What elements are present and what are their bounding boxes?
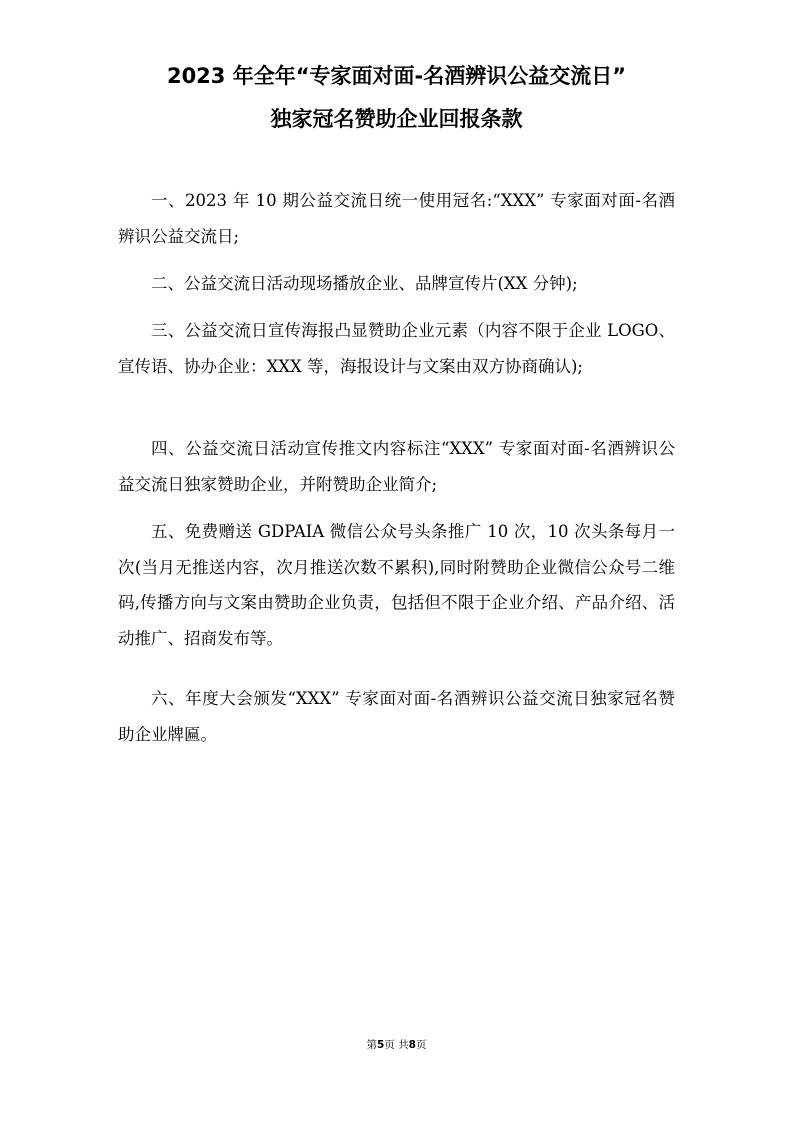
clause-3: 三、公益交流日宣传海报凸显赞助企业元素（内容不限于企业 LOGO、宣传语、协办企业：XXX 等，海报设计与文案由双方协商确认); [118,321,675,376]
clause-2: 二、公益交流日活动现场播放企业、品牌宣传片(XX 分钟); [151,274,578,293]
document-title-line2: 独家冠名赞助企业回报条款 [270,107,523,131]
clause-1: 一、2023 年 10 期公益交流日统一使用冠名:“XXX” 专家面对面-名酒辨识公益交流日; [118,191,675,246]
page-footer [0,1040,793,1051]
footer-suffix: 页 [415,1039,427,1051]
footer-current-page: 5 [377,1039,385,1051]
footer-prefix: 第 [366,1039,378,1051]
clause-5: 五、免费赠送 GDPAIA 微信公众号头条推广 10 次，10 次头条每月一次(当月无推送内容，次月推送次数不累积),同时附赞助企业微信公众号二维码,传播方向与文案由赞助企业负责，包括但不限于企业介绍、产品介绍、活动推广、招商发布等。 [118,522,675,648]
clause-6: 六、年度大会颁发“XXX” 专家面对面-名酒辨识公益交流日独家冠名赞助企业牌匾。 [118,689,675,744]
footer-middle: 页 共 [384,1039,409,1051]
clause-4: 四、公益交流日活动宣传推文内容标注“XXX” 专家面对面-名酒辨识公益交流日独家赞助企业，并附赞助企业简介; [118,439,675,494]
footer-total-pages: 8 [408,1039,416,1051]
document-title-line1: 2023 年全年“专家面对面-名酒辨识公益交流日” [166,64,627,88]
